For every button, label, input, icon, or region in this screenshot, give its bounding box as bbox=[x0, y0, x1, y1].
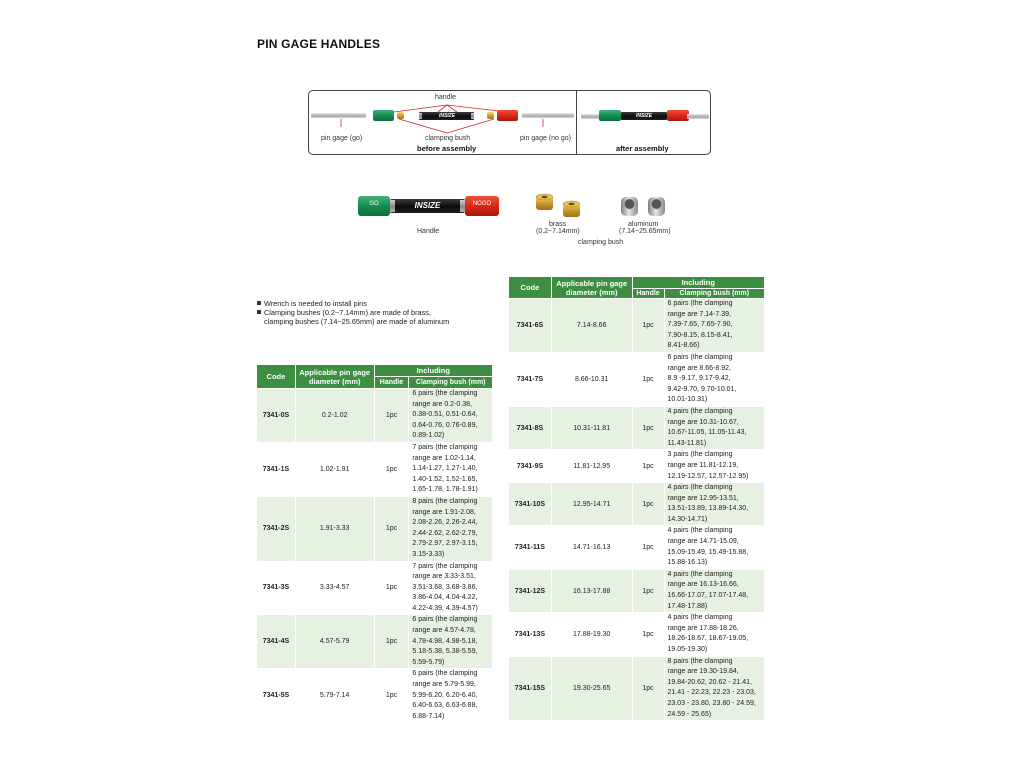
clamping-bush-line: 7 pairs (the clamping bbox=[412, 443, 478, 451]
code-cell: 7341-3S bbox=[257, 561, 296, 615]
clamping-bush-line: 6.40-6.63, 6.63-6.88, bbox=[412, 702, 478, 710]
after-assembly-label: after assembly bbox=[616, 144, 669, 153]
code-cell: 7341-6S bbox=[509, 299, 552, 353]
clamping-bush-cell bbox=[664, 613, 765, 656]
code-cell: 7341-10S bbox=[509, 483, 552, 526]
handle-cell: 1pc bbox=[374, 615, 409, 669]
clamping-bush-line: 5.18-5.38, 5.38-5.59, bbox=[412, 648, 478, 656]
note-bushes bbox=[257, 308, 449, 326]
table-row bbox=[509, 406, 765, 449]
assembled-handle-logo: INSIZE bbox=[635, 113, 653, 119]
clamping-bush-cell bbox=[664, 406, 765, 449]
spec-table-right bbox=[508, 276, 765, 721]
clamping-bush-line: 7.90-8.15, 8.15-8.41, bbox=[667, 331, 733, 339]
table-row bbox=[257, 669, 493, 723]
col-header-clamping-bush: Clamping bush (mm) bbox=[409, 377, 493, 389]
clamping-bush-line: 1.65-1.78, 1.78-1.91) bbox=[412, 486, 478, 494]
clamping-bush-line: 19.84-20.62, 20.62 - 21.41, bbox=[667, 678, 752, 686]
table-row bbox=[257, 442, 493, 496]
clamping-bush-line: range are 3.33-3.51, bbox=[412, 573, 476, 581]
clamping-bush-line: range are 8.66-8.92, bbox=[667, 364, 731, 372]
clamping-bush-line: 5.59-5.79) bbox=[412, 658, 445, 666]
clamping-bush-line: 2.08-2.26, 2.26-2.44, bbox=[412, 519, 478, 527]
clamping-bush-line: 6 pairs (the clamping bbox=[412, 670, 478, 678]
clamping-bush-line: 6.88-7.14) bbox=[412, 712, 445, 720]
diameter-cell: 10.31-11.81 bbox=[551, 406, 632, 449]
handle-cell: 1pc bbox=[632, 450, 664, 483]
clamping-bush-line: 8 pairs (the clamping bbox=[412, 497, 478, 505]
clamping-bush-line: 17.48-17.88) bbox=[667, 602, 708, 610]
pin-gage-go-rod bbox=[311, 113, 366, 118]
before-assembly-label: before assembly bbox=[417, 144, 477, 153]
clamping-bush-line: range are 10.31-10.67, bbox=[667, 418, 739, 426]
handle-cell: 1pc bbox=[632, 569, 664, 612]
clamping-bush-cell bbox=[409, 389, 493, 443]
col-header-code: Code bbox=[257, 365, 296, 389]
handle-cell: 1pc bbox=[632, 613, 664, 656]
clamping-bush-line: 6 pairs (the clamping bbox=[412, 390, 478, 397]
code-cell: 7341-0S bbox=[257, 389, 296, 443]
handle-ring-right bbox=[471, 113, 474, 119]
code-cell: 7341-15S bbox=[509, 656, 552, 721]
clamping-bush-line: 1.14-1.27, 1.27-1.40, bbox=[412, 465, 478, 473]
diameter-cell: 4.57-5.79 bbox=[295, 615, 374, 669]
code-cell: 7341-12S bbox=[509, 569, 552, 612]
table-row bbox=[257, 496, 493, 561]
diagram-divider bbox=[576, 91, 577, 154]
assembled-nogo-cap bbox=[667, 110, 689, 121]
clamping-bush-cell bbox=[409, 442, 493, 496]
handle-caption: Handle bbox=[417, 228, 440, 235]
clamping-bush-cell bbox=[409, 615, 493, 669]
aluminum-label: aluminum bbox=[628, 221, 659, 228]
clamping-bush-line: range are 11.81-12.19, bbox=[667, 461, 739, 469]
clamping-bush-line: 0.89-1.02) bbox=[412, 432, 445, 440]
note-wrench bbox=[257, 299, 367, 308]
clamping-bush-line: range are 14.71-15.09, bbox=[667, 538, 739, 546]
table-row bbox=[509, 299, 765, 353]
clamping-bush-line: 2.44-2.62, 2.62-2.79, bbox=[412, 529, 478, 537]
handle-cell: 1pc bbox=[632, 406, 664, 449]
code-cell: 7341-4S bbox=[257, 615, 296, 669]
bullet-icon bbox=[257, 301, 261, 305]
clamping-bush-line: range are 4.57-4.78, bbox=[412, 627, 476, 635]
clamping-bush-line: 4 pairs (the clamping bbox=[667, 570, 733, 578]
diameter-cell: 1.02-1.91 bbox=[295, 442, 374, 496]
table-row bbox=[509, 352, 765, 406]
assembled-rod-left bbox=[581, 114, 601, 119]
table-row bbox=[509, 526, 765, 569]
clamping-bush-cell bbox=[409, 561, 493, 615]
clamping-bush-left bbox=[397, 112, 404, 119]
table-body-left bbox=[257, 389, 493, 723]
clamping-bush-line: 2.79-2.97, 2.97-3.15, bbox=[412, 540, 478, 548]
clamping-bush-label: clamping bush bbox=[425, 135, 471, 142]
nogo-cap bbox=[497, 110, 518, 121]
handle-logo: INSIZE bbox=[438, 113, 456, 119]
clamping-bush-line: 18.26-18.67, 18.67-19.05, bbox=[667, 635, 749, 643]
clamping-bush-line: 6 pairs (the clamping bbox=[412, 616, 478, 624]
handle-cell: 1pc bbox=[374, 389, 409, 443]
table-row bbox=[257, 615, 493, 669]
clamping-bush-cell bbox=[664, 526, 765, 569]
clamping-bush-cell bbox=[664, 569, 765, 612]
clamping-bush-caption: clamping bush bbox=[578, 239, 624, 246]
handle-cell: 1pc bbox=[632, 352, 664, 406]
clamping-bush-line: 16.66-17.07, 17.07-17.48, bbox=[667, 592, 749, 600]
clamping-bush-right bbox=[487, 112, 494, 119]
brass-range: (0.2~7.14mm) bbox=[536, 228, 580, 235]
brass-bush-icon bbox=[533, 193, 588, 221]
handle-product-ring-left bbox=[390, 200, 395, 212]
col-header-handle: Handle bbox=[374, 377, 409, 389]
clamping-bush-line: 3 pairs (the clamping bbox=[667, 451, 733, 459]
clamping-bush-line: 6 pairs (the clamping bbox=[667, 300, 733, 307]
handle-ring-left bbox=[419, 113, 422, 119]
diameter-cell: 17.88-19.30 bbox=[551, 613, 632, 656]
clamping-bush-line: 19.05-19.30) bbox=[667, 646, 708, 653]
col-header-diameter: Applicable pin gage diameter (mm) bbox=[551, 277, 632, 299]
clamping-bush-line: 7.39-7.65, 7.65-7.90, bbox=[667, 321, 733, 329]
col-header-clamping-bush: Clamping bush (mm) bbox=[664, 289, 765, 299]
clamping-bush-line: 10.67-11.05, 11.05-11.43, bbox=[667, 429, 747, 437]
code-cell: 7341-13S bbox=[509, 613, 552, 656]
clamping-bush-line: 8 pairs (the clamping bbox=[667, 657, 733, 665]
col-header-including: Including bbox=[374, 365, 493, 377]
clamping-bush-cell bbox=[409, 669, 493, 723]
table-row bbox=[257, 389, 493, 443]
diameter-cell: 3.33-4.57 bbox=[295, 561, 374, 615]
diameter-cell: 7.14-8.66 bbox=[551, 299, 632, 353]
diameter-cell: 12.95-14.71 bbox=[551, 483, 632, 526]
handle-product-logo: INSIZE bbox=[414, 201, 441, 210]
col-header-handle: Handle bbox=[632, 289, 664, 299]
clamping-bush-line: 8.41-8.66) bbox=[667, 342, 700, 350]
clamping-bush-line: 4 pairs (the clamping bbox=[667, 527, 733, 535]
clamping-bush-line: 6 pairs (the clamping bbox=[667, 353, 733, 361]
diameter-cell: 11.81-12.95 bbox=[551, 450, 632, 483]
clamping-bush-line: 3.86-4.04, 4.04-4.22, bbox=[412, 594, 478, 602]
note-wrench-text: Wrench is needed to install pins bbox=[264, 299, 367, 308]
pin-gage-nogo-rod bbox=[522, 113, 574, 118]
clamping-bush-line: 4.78-4.98, 4.98-5.18, bbox=[412, 637, 478, 645]
clamping-bush-line: range are 1.91-2.08, bbox=[412, 508, 476, 516]
pin-gage-go-label: pin gage (go) bbox=[321, 135, 363, 142]
code-cell: 7341-2S bbox=[257, 496, 296, 561]
note-bushes-text-2: clamping bushes (7.14~25.65mm) are made of aluminum bbox=[264, 317, 450, 326]
clamping-bush-cell bbox=[664, 352, 765, 406]
clamping-bush-line: range are 16.13-16.66, bbox=[667, 581, 739, 589]
diameter-cell: 1.91-3.33 bbox=[295, 496, 374, 561]
handle-cell: 1pc bbox=[632, 526, 664, 569]
handle-cell: 1pc bbox=[374, 561, 409, 615]
clamping-bush-line: 7 pairs (the clamping bbox=[412, 562, 478, 570]
assembled-go-cap bbox=[599, 110, 621, 121]
table-row bbox=[509, 450, 765, 483]
clamping-bush-cell bbox=[409, 496, 493, 561]
clamping-bush-line: 3.51-3.68, 3.68-3.86, bbox=[412, 583, 478, 591]
handle-label: handle bbox=[435, 94, 457, 101]
clamping-bush-line: range are 17.88-18.26, bbox=[667, 624, 739, 632]
clamping-bush-line: 5.99-6.20, 6.20-6.40, bbox=[412, 691, 478, 699]
clamping-bush-line: range are 19.30-19.84, bbox=[667, 668, 739, 676]
page-title: PIN GAGE HANDLES bbox=[257, 37, 381, 51]
clamping-bush-line: 12.19-12.57, 12.57-12.95) bbox=[667, 472, 749, 480]
diameter-cell: 8.66-10.31 bbox=[551, 352, 632, 406]
clamping-bush-line: range are 7.14-7.39, bbox=[667, 310, 731, 318]
clamping-bush-line: range are 0.2-0.38, bbox=[412, 400, 472, 408]
code-cell: 7341-9S bbox=[509, 450, 552, 483]
clamping-bush-line: 24.59 - 25.65) bbox=[667, 710, 712, 718]
clamping-bush-line: 14.30-14.71) bbox=[667, 515, 708, 523]
bullet-icon bbox=[257, 310, 261, 314]
col-header-including: Including bbox=[632, 277, 764, 289]
clamping-bush-line: range are 12.95-13.51, bbox=[667, 494, 739, 502]
code-cell: 7341-5S bbox=[257, 669, 296, 723]
diameter-cell: 5.79-7.14 bbox=[295, 669, 374, 723]
diameter-cell: 19.30-25.65 bbox=[551, 656, 632, 721]
col-header-code: Code bbox=[509, 277, 552, 299]
clamping-bush-cell bbox=[664, 299, 765, 353]
clamping-bush-line: range are 1.02-1.14, bbox=[412, 454, 476, 462]
clamping-bush-line: 15.88-16.13) bbox=[667, 559, 708, 567]
clamping-bush-line: 0.64-0.76, 0.76-0.89, bbox=[412, 421, 478, 429]
handle-cell: 1pc bbox=[374, 496, 409, 561]
clamping-bush-line: 8.9 -9.17, 9.17-9.42, bbox=[667, 375, 731, 383]
col-header-diameter: Applicable pin gage diameter (mm) bbox=[295, 365, 374, 389]
clamping-bush-line: 21.41 - 22.23, 22.23 - 23.03, bbox=[667, 689, 756, 697]
diameter-cell: 0.2-1.02 bbox=[295, 389, 374, 443]
diameter-cell: 14.71-16.13 bbox=[551, 526, 632, 569]
diameter-cell: 16.13-17.88 bbox=[551, 569, 632, 612]
clamping-bush-cell bbox=[664, 483, 765, 526]
handle-cell: 1pc bbox=[632, 299, 664, 353]
clamping-bush-line: 4.22-4.39, 4.39-4.57) bbox=[412, 604, 478, 612]
clamping-bush-line: range are 5.79-5.99, bbox=[412, 681, 476, 689]
clamping-bush-line: 10.01-10.31) bbox=[667, 396, 708, 404]
clamping-bush-line: 15.09-15.49, 15.49-15.88, bbox=[667, 548, 749, 556]
assembly-diagram bbox=[308, 90, 711, 155]
note-bushes-text: Clamping bushes (0.2~7.14mm) are made of brass, bbox=[264, 308, 431, 317]
clamping-bush-line: 1.40-1.52, 1.52-1.65, bbox=[412, 475, 478, 483]
table-row bbox=[509, 656, 765, 721]
table-row bbox=[509, 613, 765, 656]
clamping-bush-line: 0.38-0.51, 0.51-0.64, bbox=[412, 411, 478, 419]
clamping-bush-line: 9.42-9.70, 9.70-10.01, bbox=[667, 385, 737, 393]
handle-go-text: GO bbox=[369, 201, 379, 207]
clamping-bush-line: 3.15-3.33) bbox=[412, 550, 445, 558]
clamping-bush-line: 23.03 - 23.80, 23.80 - 24.59, bbox=[667, 699, 756, 707]
brass-label: brass bbox=[549, 221, 567, 228]
table-row bbox=[509, 483, 765, 526]
clamping-bush-cell bbox=[664, 656, 765, 721]
clamping-bush-line: 13.51-13.89, 13.89-14.30, bbox=[667, 505, 749, 513]
clamping-bush-line: 4 pairs (the clamping bbox=[667, 407, 733, 415]
handle-cell: 1pc bbox=[632, 483, 664, 526]
clamping-bush-line: 4 pairs (the clamping bbox=[667, 614, 733, 622]
code-cell: 7341-7S bbox=[509, 352, 552, 406]
handle-cell: 1pc bbox=[632, 656, 664, 721]
table-body-right bbox=[509, 299, 765, 721]
clamping-bush-line: 11.43-11.81) bbox=[667, 439, 707, 447]
clamping-bush-cell bbox=[664, 450, 765, 483]
aluminum-range: (7.14~25.65mm) bbox=[619, 228, 671, 235]
go-cap bbox=[373, 110, 394, 121]
table-row bbox=[509, 569, 765, 612]
spec-table-left bbox=[256, 364, 493, 723]
code-cell: 7341-1S bbox=[257, 442, 296, 496]
handle-cell: 1pc bbox=[374, 442, 409, 496]
aluminum-bush-icon bbox=[617, 194, 672, 222]
handle-nogo-text: NOGO bbox=[472, 201, 492, 207]
clamping-bush-line: 4 pairs (the clamping bbox=[667, 484, 733, 492]
pin-gage-nogo-label: pin gage (no go) bbox=[520, 135, 571, 142]
table-row bbox=[257, 561, 493, 615]
assembled-rod-right bbox=[687, 114, 709, 119]
handle-cell: 1pc bbox=[374, 669, 409, 723]
code-cell: 7341-11S bbox=[509, 526, 552, 569]
code-cell: 7341-8S bbox=[509, 406, 552, 449]
